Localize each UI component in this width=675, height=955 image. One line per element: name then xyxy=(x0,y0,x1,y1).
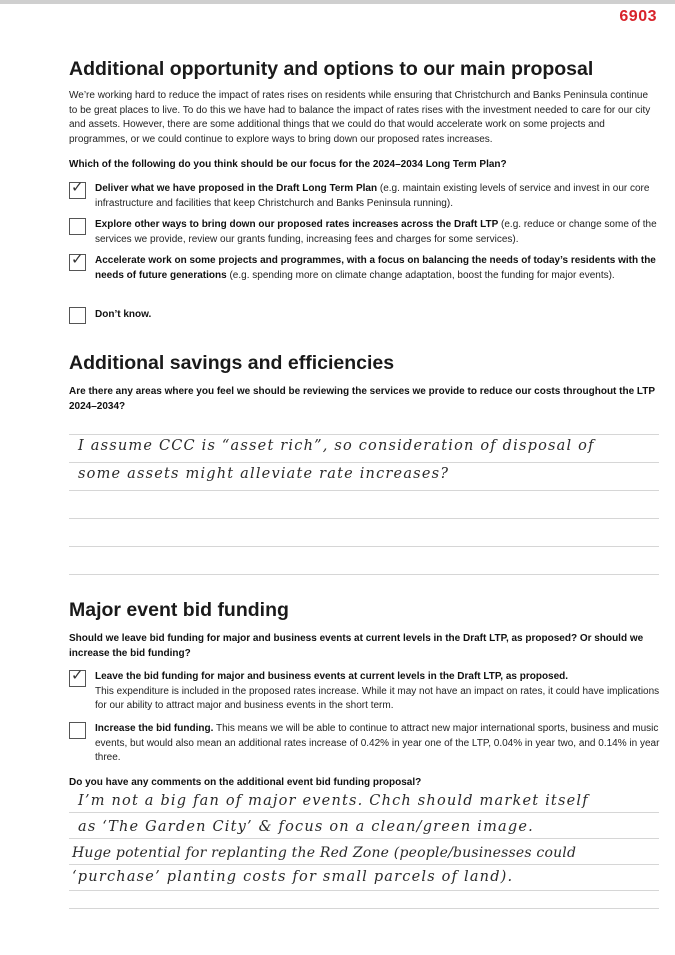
event-comment-question: Do you have any comments on the additional event bid funding proposal? xyxy=(69,777,422,788)
check-mark-icon: ✓ xyxy=(71,250,84,268)
option-explore-other-ways xyxy=(95,218,660,247)
option-label: Leave the bid funding for major and business events at current levels in the Draft LTP, as proposed. xyxy=(95,671,569,682)
section-title-additional-opportunity: Additional opportunity and options to our main proposal xyxy=(69,58,594,80)
answer-line xyxy=(69,890,659,891)
option-label: Accelerate work on some projects and programmes, with a focus on balancing the needs of today’s residents with the needs of future generations xyxy=(95,255,656,281)
section-title-savings: Additional savings and efficiencies xyxy=(69,352,395,374)
focus-question: Which of the following do you think should be our focus for the 2024–2034 Long Term Plan? xyxy=(69,159,507,170)
savings-question: Are there any areas where you feel we should be reviewing the services we provide to reduce our costs throughout the LTP 2024–2034? xyxy=(69,386,655,412)
option-label: Explore other ways to bring down our proposed rates increases across the Draft LTP xyxy=(95,219,499,230)
option-label: Don’t know. xyxy=(95,309,152,320)
handwritten-comment-line-2: as ‘The Garden City’ & focus on a clean/green image. xyxy=(78,819,534,835)
checkbox-leave-bid-funding[interactable] xyxy=(69,666,86,687)
answer-line xyxy=(69,434,659,435)
section-title-major-event: Major event bid funding xyxy=(69,599,289,621)
option-leave-bid-funding xyxy=(95,670,660,714)
handwritten-answer-line-1: I assume CCC is “asset rich”, so consideration of disposal of xyxy=(78,438,595,454)
option-description: (e.g. reduce or change some of the services we provide, review our grants funding, increasing fees and charges for some services). xyxy=(95,219,657,245)
section-intro: We’re working hard to reduce the impact of rates rises on residents while ensuring that Christchurch and Banks Peninsula continue to be great places to live. To do this we have had to balance the impact of rates rises with the investment needed to care for our city and assets. However, there are some additional things that we could do that would accelerate work on some projects and programmes, or we could continue to explore ways to bring down our proposed rates increases. xyxy=(69,90,651,145)
checkbox-deliver-proposed[interactable] xyxy=(69,178,86,199)
option-description: This means we will be able to continue to attract new major international sports, business and music events, but would also mean an additional rates increase of 0.42% in year one of the LTP, 0.04% in year two, and 0.14% in year three. xyxy=(95,723,660,764)
answer-line xyxy=(69,462,659,463)
handwritten-answer-line-2: some assets might alleviate rate increases? xyxy=(78,466,450,482)
answer-line xyxy=(69,518,659,519)
answer-line xyxy=(69,490,659,491)
option-label: Increase the bid funding. xyxy=(95,723,214,734)
option-description: (e.g. maintain existing levels of service and invest in our core infrastructure and facilities that keep Christchurch and Banks Peninsula running). xyxy=(95,183,650,209)
answer-line xyxy=(69,546,659,547)
option-dont-know xyxy=(95,308,660,323)
checkbox-explore-other-ways[interactable] xyxy=(69,218,86,235)
checkbox-accelerate-work[interactable] xyxy=(69,250,86,271)
option-accelerate-work xyxy=(95,254,660,283)
answer-line xyxy=(69,812,659,813)
check-mark-icon: ✓ xyxy=(71,178,84,196)
answer-line xyxy=(69,574,659,575)
page-top-border xyxy=(0,0,675,4)
option-increase-bid-funding xyxy=(95,722,660,766)
option-description: This expenditure is included in the proposed rates increase. While it may not have an impact on rates, it could have implications for our ability to attract major and business events in the short term. xyxy=(95,685,660,712)
checkbox-increase-bid-funding[interactable] xyxy=(69,722,86,739)
page-number: 6903 xyxy=(619,8,657,25)
option-label: Deliver what we have proposed in the Draft Long Term Plan xyxy=(95,183,378,194)
bid-funding-question: Should we leave bid funding for major and business events at current levels in the Draft LTP, as proposed? Or should we increase the bid funding? xyxy=(69,633,644,659)
handwritten-comment-line-3: Huge potential for replanting the Red Zone (people/businesses could xyxy=(72,845,577,861)
answer-line xyxy=(69,864,659,865)
answer-line xyxy=(69,838,659,839)
handwritten-comment-line-1: I’m not a big fan of major events. Chch should market itself xyxy=(78,793,589,809)
answer-line xyxy=(69,908,659,909)
checkbox-dont-know[interactable] xyxy=(69,307,86,324)
handwritten-comment-line-4: ‘purchase’ planting costs for small parcels of land). xyxy=(72,869,514,885)
option-description: (e.g. spending more on climate change adaptation, boost the funding for major events). xyxy=(226,269,615,281)
option-deliver-proposed xyxy=(95,182,660,211)
check-mark-icon: ✓ xyxy=(71,666,84,684)
